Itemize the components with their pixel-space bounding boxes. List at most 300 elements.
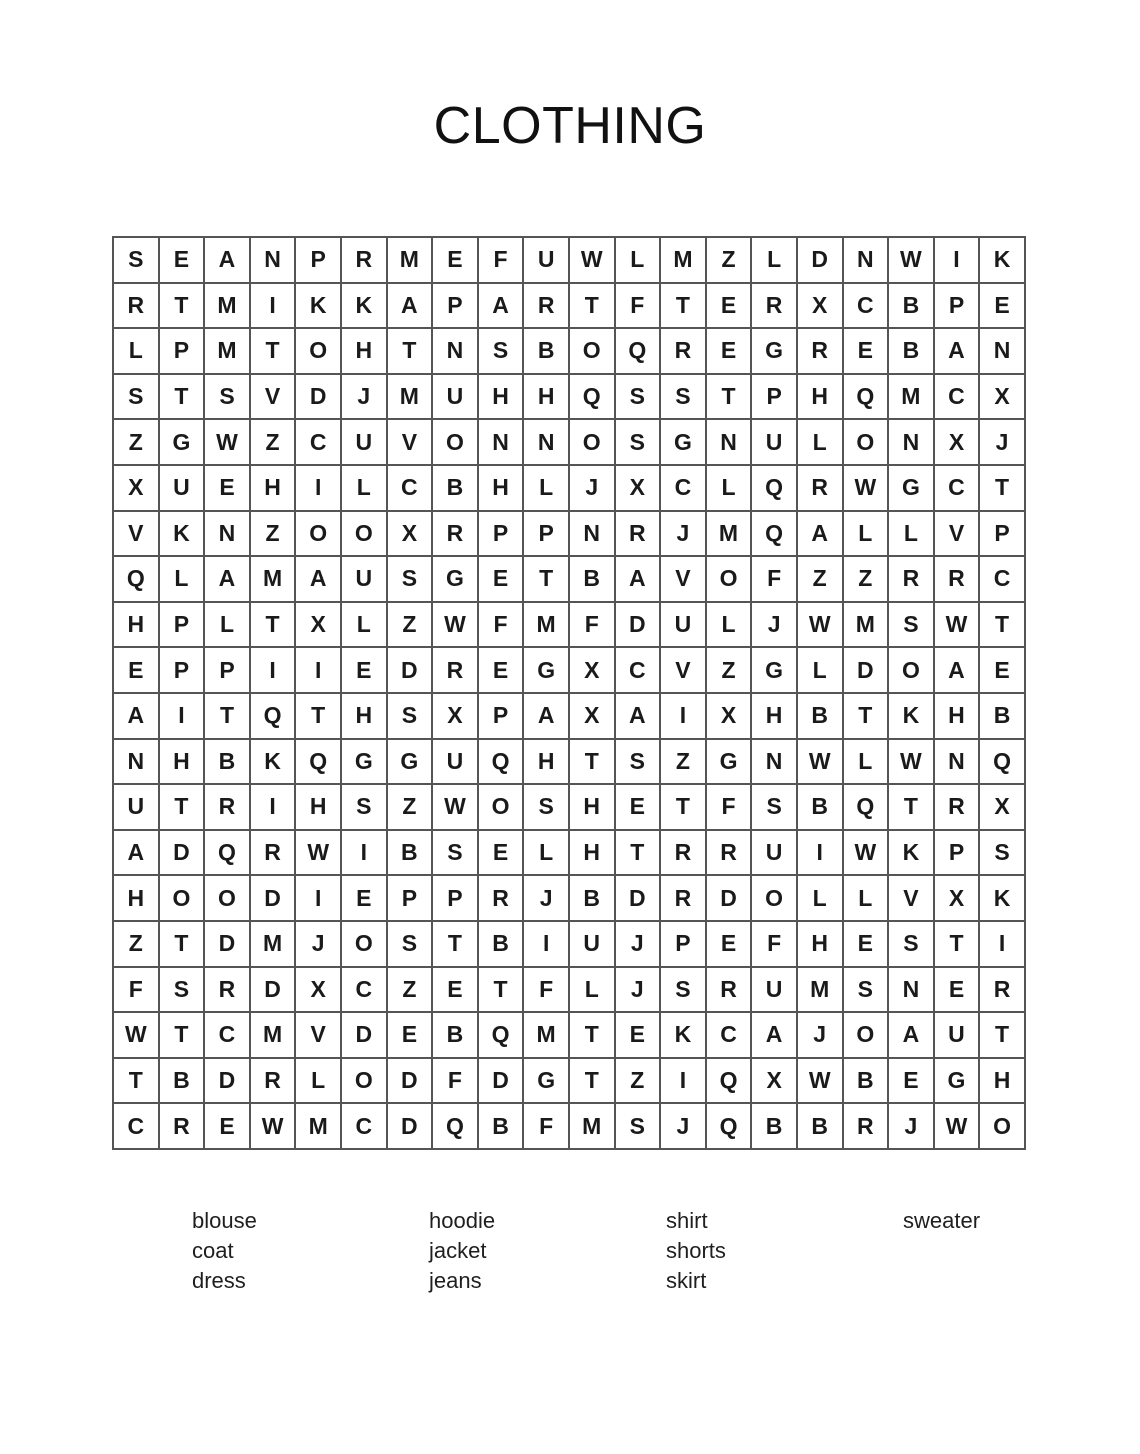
grid-cell[interactable]: V	[888, 875, 934, 921]
grid-cell[interactable]: F	[523, 1103, 569, 1149]
grid-cell[interactable]: T	[159, 921, 205, 967]
grid-cell[interactable]: T	[843, 693, 889, 739]
grid-cell[interactable]: X	[295, 967, 341, 1013]
grid-cell[interactable]: M	[569, 1103, 615, 1149]
grid-cell[interactable]: I	[295, 875, 341, 921]
grid-cell[interactable]: C	[934, 374, 980, 420]
grid-cell[interactable]: F	[706, 784, 752, 830]
grid-cell[interactable]: E	[113, 647, 159, 693]
grid-cell[interactable]: B	[478, 921, 524, 967]
grid-cell[interactable]: P	[660, 921, 706, 967]
grid-cell[interactable]: R	[843, 1103, 889, 1149]
grid-cell[interactable]: O	[843, 419, 889, 465]
grid-cell[interactable]: R	[979, 967, 1025, 1013]
grid-cell[interactable]: G	[523, 647, 569, 693]
grid-cell[interactable]: O	[979, 1103, 1025, 1149]
grid-cell[interactable]: A	[615, 693, 661, 739]
grid-cell[interactable]: H	[934, 693, 980, 739]
grid-cell[interactable]: B	[797, 784, 843, 830]
grid-cell[interactable]: L	[797, 419, 843, 465]
grid-cell[interactable]: T	[250, 602, 296, 648]
grid-cell[interactable]: I	[159, 693, 205, 739]
grid-cell[interactable]: E	[843, 328, 889, 374]
grid-cell[interactable]: U	[934, 1012, 980, 1058]
grid-cell[interactable]: N	[888, 419, 934, 465]
grid-cell[interactable]: D	[843, 647, 889, 693]
grid-cell[interactable]: R	[113, 283, 159, 329]
grid-cell[interactable]: A	[751, 1012, 797, 1058]
grid-cell[interactable]: M	[250, 556, 296, 602]
grid-cell[interactable]: U	[341, 556, 387, 602]
grid-cell[interactable]: L	[797, 875, 843, 921]
grid-cell[interactable]: M	[888, 374, 934, 420]
grid-cell[interactable]: D	[615, 875, 661, 921]
grid-cell[interactable]: P	[159, 647, 205, 693]
grid-cell[interactable]: E	[387, 1012, 433, 1058]
grid-cell[interactable]: R	[615, 511, 661, 557]
grid-cell[interactable]: T	[159, 283, 205, 329]
grid-cell[interactable]: G	[751, 328, 797, 374]
grid-cell[interactable]: D	[295, 374, 341, 420]
grid-cell[interactable]: K	[660, 1012, 706, 1058]
grid-cell[interactable]: B	[478, 1103, 524, 1149]
grid-cell[interactable]: R	[660, 328, 706, 374]
grid-cell[interactable]: K	[250, 739, 296, 785]
grid-cell[interactable]: Z	[387, 602, 433, 648]
grid-cell[interactable]: O	[432, 419, 478, 465]
grid-cell[interactable]: T	[295, 693, 341, 739]
grid-cell[interactable]: D	[387, 1103, 433, 1149]
grid-cell[interactable]: A	[523, 693, 569, 739]
grid-cell[interactable]: E	[478, 647, 524, 693]
grid-cell[interactable]: A	[387, 283, 433, 329]
grid-cell[interactable]: O	[888, 647, 934, 693]
grid-cell[interactable]: E	[934, 967, 980, 1013]
grid-cell[interactable]: O	[478, 784, 524, 830]
grid-cell[interactable]: E	[615, 784, 661, 830]
grid-cell[interactable]: Z	[113, 419, 159, 465]
grid-cell[interactable]: K	[295, 283, 341, 329]
grid-cell[interactable]: U	[432, 374, 478, 420]
grid-cell[interactable]: L	[569, 967, 615, 1013]
grid-cell[interactable]: R	[204, 784, 250, 830]
grid-cell[interactable]: P	[387, 875, 433, 921]
grid-cell[interactable]: G	[159, 419, 205, 465]
grid-cell[interactable]: F	[478, 602, 524, 648]
grid-cell[interactable]: R	[797, 465, 843, 511]
grid-cell[interactable]: T	[204, 693, 250, 739]
grid-cell[interactable]: U	[751, 830, 797, 876]
grid-cell[interactable]: O	[569, 328, 615, 374]
grid-cell[interactable]: S	[888, 602, 934, 648]
grid-cell[interactable]: T	[159, 1012, 205, 1058]
grid-cell[interactable]: P	[478, 693, 524, 739]
grid-cell[interactable]: V	[660, 647, 706, 693]
grid-cell[interactable]: D	[204, 1058, 250, 1104]
grid-cell[interactable]: E	[979, 283, 1025, 329]
grid-cell[interactable]: W	[843, 465, 889, 511]
grid-cell[interactable]: P	[979, 511, 1025, 557]
grid-cell[interactable]: T	[569, 283, 615, 329]
grid-cell[interactable]: T	[569, 1012, 615, 1058]
grid-cell[interactable]: H	[523, 739, 569, 785]
grid-cell[interactable]: M	[660, 237, 706, 283]
grid-cell[interactable]: B	[387, 830, 433, 876]
grid-cell[interactable]: P	[295, 237, 341, 283]
grid-cell[interactable]: Z	[843, 556, 889, 602]
grid-cell[interactable]: H	[523, 374, 569, 420]
grid-cell[interactable]: Z	[250, 511, 296, 557]
grid-cell[interactable]: U	[159, 465, 205, 511]
grid-cell[interactable]: J	[341, 374, 387, 420]
grid-cell[interactable]: X	[387, 511, 433, 557]
grid-cell[interactable]: N	[888, 967, 934, 1013]
grid-cell[interactable]: Q	[204, 830, 250, 876]
grid-cell[interactable]: G	[934, 1058, 980, 1104]
grid-cell[interactable]: C	[204, 1012, 250, 1058]
grid-cell[interactable]: B	[797, 693, 843, 739]
grid-cell[interactable]: L	[797, 647, 843, 693]
grid-cell[interactable]: Q	[706, 1103, 752, 1149]
grid-cell[interactable]: J	[615, 967, 661, 1013]
grid-cell[interactable]: D	[159, 830, 205, 876]
grid-cell[interactable]: T	[569, 1058, 615, 1104]
grid-cell[interactable]: H	[797, 921, 843, 967]
grid-cell[interactable]: G	[660, 419, 706, 465]
grid-cell[interactable]: R	[660, 830, 706, 876]
grid-cell[interactable]: W	[797, 739, 843, 785]
grid-cell[interactable]: I	[660, 693, 706, 739]
grid-cell[interactable]: W	[295, 830, 341, 876]
grid-cell[interactable]: L	[341, 602, 387, 648]
grid-cell[interactable]: L	[615, 237, 661, 283]
grid-cell[interactable]: U	[660, 602, 706, 648]
grid-cell[interactable]: R	[250, 830, 296, 876]
grid-cell[interactable]: J	[888, 1103, 934, 1149]
grid-cell[interactable]: O	[843, 1012, 889, 1058]
grid-cell[interactable]: B	[523, 328, 569, 374]
grid-cell[interactable]: D	[250, 967, 296, 1013]
grid-cell[interactable]: E	[159, 237, 205, 283]
grid-cell[interactable]: W	[797, 602, 843, 648]
grid-cell[interactable]: L	[341, 465, 387, 511]
grid-cell[interactable]: O	[204, 875, 250, 921]
grid-cell[interactable]: U	[751, 967, 797, 1013]
grid-cell[interactable]: S	[523, 784, 569, 830]
grid-cell[interactable]: H	[159, 739, 205, 785]
grid-cell[interactable]: U	[432, 739, 478, 785]
grid-cell[interactable]: R	[797, 328, 843, 374]
grid-cell[interactable]: H	[569, 830, 615, 876]
grid-cell[interactable]: Q	[751, 511, 797, 557]
grid-cell[interactable]: W	[432, 784, 478, 830]
grid-cell[interactable]: X	[706, 693, 752, 739]
grid-cell[interactable]: J	[797, 1012, 843, 1058]
grid-cell[interactable]: V	[250, 374, 296, 420]
grid-cell[interactable]: S	[432, 830, 478, 876]
grid-cell[interactable]: F	[523, 967, 569, 1013]
grid-cell[interactable]: T	[979, 465, 1025, 511]
grid-cell[interactable]: B	[569, 875, 615, 921]
grid-cell[interactable]: W	[934, 1103, 980, 1149]
grid-cell[interactable]: Z	[660, 739, 706, 785]
grid-cell[interactable]: J	[295, 921, 341, 967]
grid-cell[interactable]: J	[660, 1103, 706, 1149]
grid-cell[interactable]: D	[706, 875, 752, 921]
grid-cell[interactable]: G	[751, 647, 797, 693]
grid-cell[interactable]: N	[523, 419, 569, 465]
grid-cell[interactable]: L	[523, 465, 569, 511]
grid-cell[interactable]: R	[250, 1058, 296, 1104]
grid-cell[interactable]: N	[751, 739, 797, 785]
grid-cell[interactable]: S	[660, 967, 706, 1013]
grid-cell[interactable]: E	[204, 1103, 250, 1149]
grid-cell[interactable]: W	[569, 237, 615, 283]
grid-cell[interactable]: U	[523, 237, 569, 283]
grid-cell[interactable]: R	[888, 556, 934, 602]
grid-cell[interactable]: F	[113, 967, 159, 1013]
grid-cell[interactable]: U	[341, 419, 387, 465]
grid-cell[interactable]: O	[706, 556, 752, 602]
grid-cell[interactable]: Q	[250, 693, 296, 739]
grid-cell[interactable]: T	[250, 328, 296, 374]
grid-cell[interactable]: I	[250, 784, 296, 830]
grid-cell[interactable]: Z	[387, 784, 433, 830]
grid-cell[interactable]: E	[706, 283, 752, 329]
grid-cell[interactable]: B	[888, 283, 934, 329]
grid-cell[interactable]: M	[204, 328, 250, 374]
grid-cell[interactable]: H	[113, 602, 159, 648]
grid-cell[interactable]: W	[204, 419, 250, 465]
grid-cell[interactable]: F	[751, 556, 797, 602]
grid-cell[interactable]: L	[523, 830, 569, 876]
grid-cell[interactable]: W	[797, 1058, 843, 1104]
grid-cell[interactable]: D	[387, 647, 433, 693]
grid-cell[interactable]: E	[478, 556, 524, 602]
grid-cell[interactable]: P	[159, 328, 205, 374]
grid-cell[interactable]: Z	[706, 237, 752, 283]
grid-cell[interactable]: Z	[250, 419, 296, 465]
grid-cell[interactable]: S	[113, 374, 159, 420]
grid-cell[interactable]: P	[204, 647, 250, 693]
grid-cell[interactable]: N	[113, 739, 159, 785]
grid-cell[interactable]: K	[159, 511, 205, 557]
grid-cell[interactable]: C	[660, 465, 706, 511]
grid-cell[interactable]: S	[615, 739, 661, 785]
grid-cell[interactable]: P	[432, 283, 478, 329]
grid-cell[interactable]: B	[979, 693, 1025, 739]
grid-cell[interactable]: W	[250, 1103, 296, 1149]
grid-cell[interactable]: Q	[478, 739, 524, 785]
grid-cell[interactable]: E	[204, 465, 250, 511]
grid-cell[interactable]: T	[478, 967, 524, 1013]
grid-cell[interactable]: B	[888, 328, 934, 374]
grid-cell[interactable]: W	[113, 1012, 159, 1058]
grid-cell[interactable]: E	[432, 967, 478, 1013]
grid-cell[interactable]: R	[706, 967, 752, 1013]
grid-cell[interactable]: D	[478, 1058, 524, 1104]
grid-cell[interactable]: L	[295, 1058, 341, 1104]
grid-cell[interactable]: T	[979, 602, 1025, 648]
grid-cell[interactable]: T	[979, 1012, 1025, 1058]
grid-cell[interactable]: B	[204, 739, 250, 785]
grid-cell[interactable]: K	[341, 283, 387, 329]
grid-cell[interactable]: C	[387, 465, 433, 511]
grid-cell[interactable]: A	[478, 283, 524, 329]
grid-cell[interactable]: H	[751, 693, 797, 739]
grid-cell[interactable]: B	[432, 465, 478, 511]
grid-cell[interactable]: Q	[615, 328, 661, 374]
grid-cell[interactable]: D	[204, 921, 250, 967]
grid-cell[interactable]: T	[523, 556, 569, 602]
grid-cell[interactable]: E	[432, 237, 478, 283]
grid-cell[interactable]: A	[295, 556, 341, 602]
grid-cell[interactable]: Z	[387, 967, 433, 1013]
grid-cell[interactable]: H	[478, 465, 524, 511]
grid-cell[interactable]: E	[615, 1012, 661, 1058]
grid-cell[interactable]: O	[569, 419, 615, 465]
grid-cell[interactable]: C	[979, 556, 1025, 602]
grid-cell[interactable]: F	[615, 283, 661, 329]
grid-cell[interactable]: K	[979, 237, 1025, 283]
grid-cell[interactable]: C	[113, 1103, 159, 1149]
grid-cell[interactable]: L	[843, 739, 889, 785]
grid-cell[interactable]: L	[706, 602, 752, 648]
grid-cell[interactable]: J	[751, 602, 797, 648]
grid-cell[interactable]: N	[432, 328, 478, 374]
grid-cell[interactable]: M	[706, 511, 752, 557]
grid-cell[interactable]: Z	[113, 921, 159, 967]
grid-cell[interactable]: Z	[706, 647, 752, 693]
grid-cell[interactable]: V	[660, 556, 706, 602]
grid-cell[interactable]: D	[341, 1012, 387, 1058]
grid-cell[interactable]: C	[295, 419, 341, 465]
grid-cell[interactable]: Q	[979, 739, 1025, 785]
grid-cell[interactable]: Q	[843, 784, 889, 830]
grid-cell[interactable]: L	[706, 465, 752, 511]
grid-cell[interactable]: T	[113, 1058, 159, 1104]
grid-cell[interactable]: H	[478, 374, 524, 420]
grid-cell[interactable]: I	[250, 283, 296, 329]
grid-cell[interactable]: R	[341, 237, 387, 283]
grid-cell[interactable]: T	[569, 739, 615, 785]
grid-cell[interactable]: F	[478, 237, 524, 283]
grid-cell[interactable]: R	[751, 283, 797, 329]
grid-cell[interactable]: T	[159, 374, 205, 420]
grid-cell[interactable]: L	[159, 556, 205, 602]
grid-cell[interactable]: F	[751, 921, 797, 967]
grid-cell[interactable]: W	[888, 237, 934, 283]
grid-cell[interactable]: D	[797, 237, 843, 283]
grid-cell[interactable]: X	[979, 374, 1025, 420]
grid-cell[interactable]: V	[934, 511, 980, 557]
grid-cell[interactable]: I	[250, 647, 296, 693]
grid-cell[interactable]: I	[295, 465, 341, 511]
grid-cell[interactable]: B	[432, 1012, 478, 1058]
grid-cell[interactable]: S	[615, 419, 661, 465]
grid-cell[interactable]: Q	[843, 374, 889, 420]
grid-cell[interactable]: M	[387, 237, 433, 283]
grid-cell[interactable]: H	[113, 875, 159, 921]
grid-cell[interactable]: X	[934, 419, 980, 465]
grid-cell[interactable]: N	[706, 419, 752, 465]
grid-cell[interactable]: S	[751, 784, 797, 830]
grid-cell[interactable]: N	[843, 237, 889, 283]
grid-cell[interactable]: S	[159, 967, 205, 1013]
grid-cell[interactable]: B	[159, 1058, 205, 1104]
grid-cell[interactable]: F	[432, 1058, 478, 1104]
grid-cell[interactable]: J	[523, 875, 569, 921]
grid-cell[interactable]: L	[843, 875, 889, 921]
grid-cell[interactable]: I	[797, 830, 843, 876]
grid-cell[interactable]: E	[706, 921, 752, 967]
grid-cell[interactable]: N	[478, 419, 524, 465]
grid-cell[interactable]: I	[934, 237, 980, 283]
grid-cell[interactable]: W	[843, 830, 889, 876]
grid-cell[interactable]: E	[341, 875, 387, 921]
grid-cell[interactable]: I	[523, 921, 569, 967]
grid-cell[interactable]: G	[888, 465, 934, 511]
grid-cell[interactable]: R	[706, 830, 752, 876]
grid-cell[interactable]: M	[250, 1012, 296, 1058]
grid-cell[interactable]: R	[432, 647, 478, 693]
grid-cell[interactable]: O	[751, 875, 797, 921]
grid-cell[interactable]: K	[888, 830, 934, 876]
grid-cell[interactable]: C	[341, 967, 387, 1013]
grid-cell[interactable]: H	[341, 328, 387, 374]
grid-cell[interactable]: Q	[569, 374, 615, 420]
grid-cell[interactable]: V	[387, 419, 433, 465]
grid-cell[interactable]: I	[341, 830, 387, 876]
grid-cell[interactable]: Q	[295, 739, 341, 785]
grid-cell[interactable]: N	[250, 237, 296, 283]
grid-cell[interactable]: Q	[751, 465, 797, 511]
grid-cell[interactable]: N	[569, 511, 615, 557]
grid-cell[interactable]: V	[113, 511, 159, 557]
grid-cell[interactable]: D	[615, 602, 661, 648]
grid-cell[interactable]: X	[432, 693, 478, 739]
grid-cell[interactable]: G	[341, 739, 387, 785]
grid-cell[interactable]: G	[432, 556, 478, 602]
grid-cell[interactable]: J	[979, 419, 1025, 465]
grid-cell[interactable]: S	[888, 921, 934, 967]
grid-cell[interactable]: T	[660, 283, 706, 329]
grid-cell[interactable]: V	[295, 1012, 341, 1058]
grid-cell[interactable]: O	[341, 1058, 387, 1104]
grid-cell[interactable]: H	[250, 465, 296, 511]
grid-cell[interactable]: A	[934, 647, 980, 693]
grid-cell[interactable]: F	[569, 602, 615, 648]
grid-cell[interactable]: P	[478, 511, 524, 557]
grid-cell[interactable]: P	[432, 875, 478, 921]
grid-cell[interactable]: E	[843, 921, 889, 967]
grid-cell[interactable]: X	[751, 1058, 797, 1104]
grid-cell[interactable]: Q	[478, 1012, 524, 1058]
grid-cell[interactable]: S	[387, 693, 433, 739]
grid-cell[interactable]: S	[113, 237, 159, 283]
grid-cell[interactable]: X	[113, 465, 159, 511]
grid-cell[interactable]: H	[295, 784, 341, 830]
grid-cell[interactable]: T	[159, 784, 205, 830]
grid-cell[interactable]: E	[706, 328, 752, 374]
grid-cell[interactable]: H	[341, 693, 387, 739]
grid-cell[interactable]: M	[843, 602, 889, 648]
grid-cell[interactable]: P	[934, 283, 980, 329]
grid-cell[interactable]: E	[979, 647, 1025, 693]
grid-cell[interactable]: O	[295, 328, 341, 374]
grid-cell[interactable]: N	[934, 739, 980, 785]
grid-cell[interactable]: G	[387, 739, 433, 785]
